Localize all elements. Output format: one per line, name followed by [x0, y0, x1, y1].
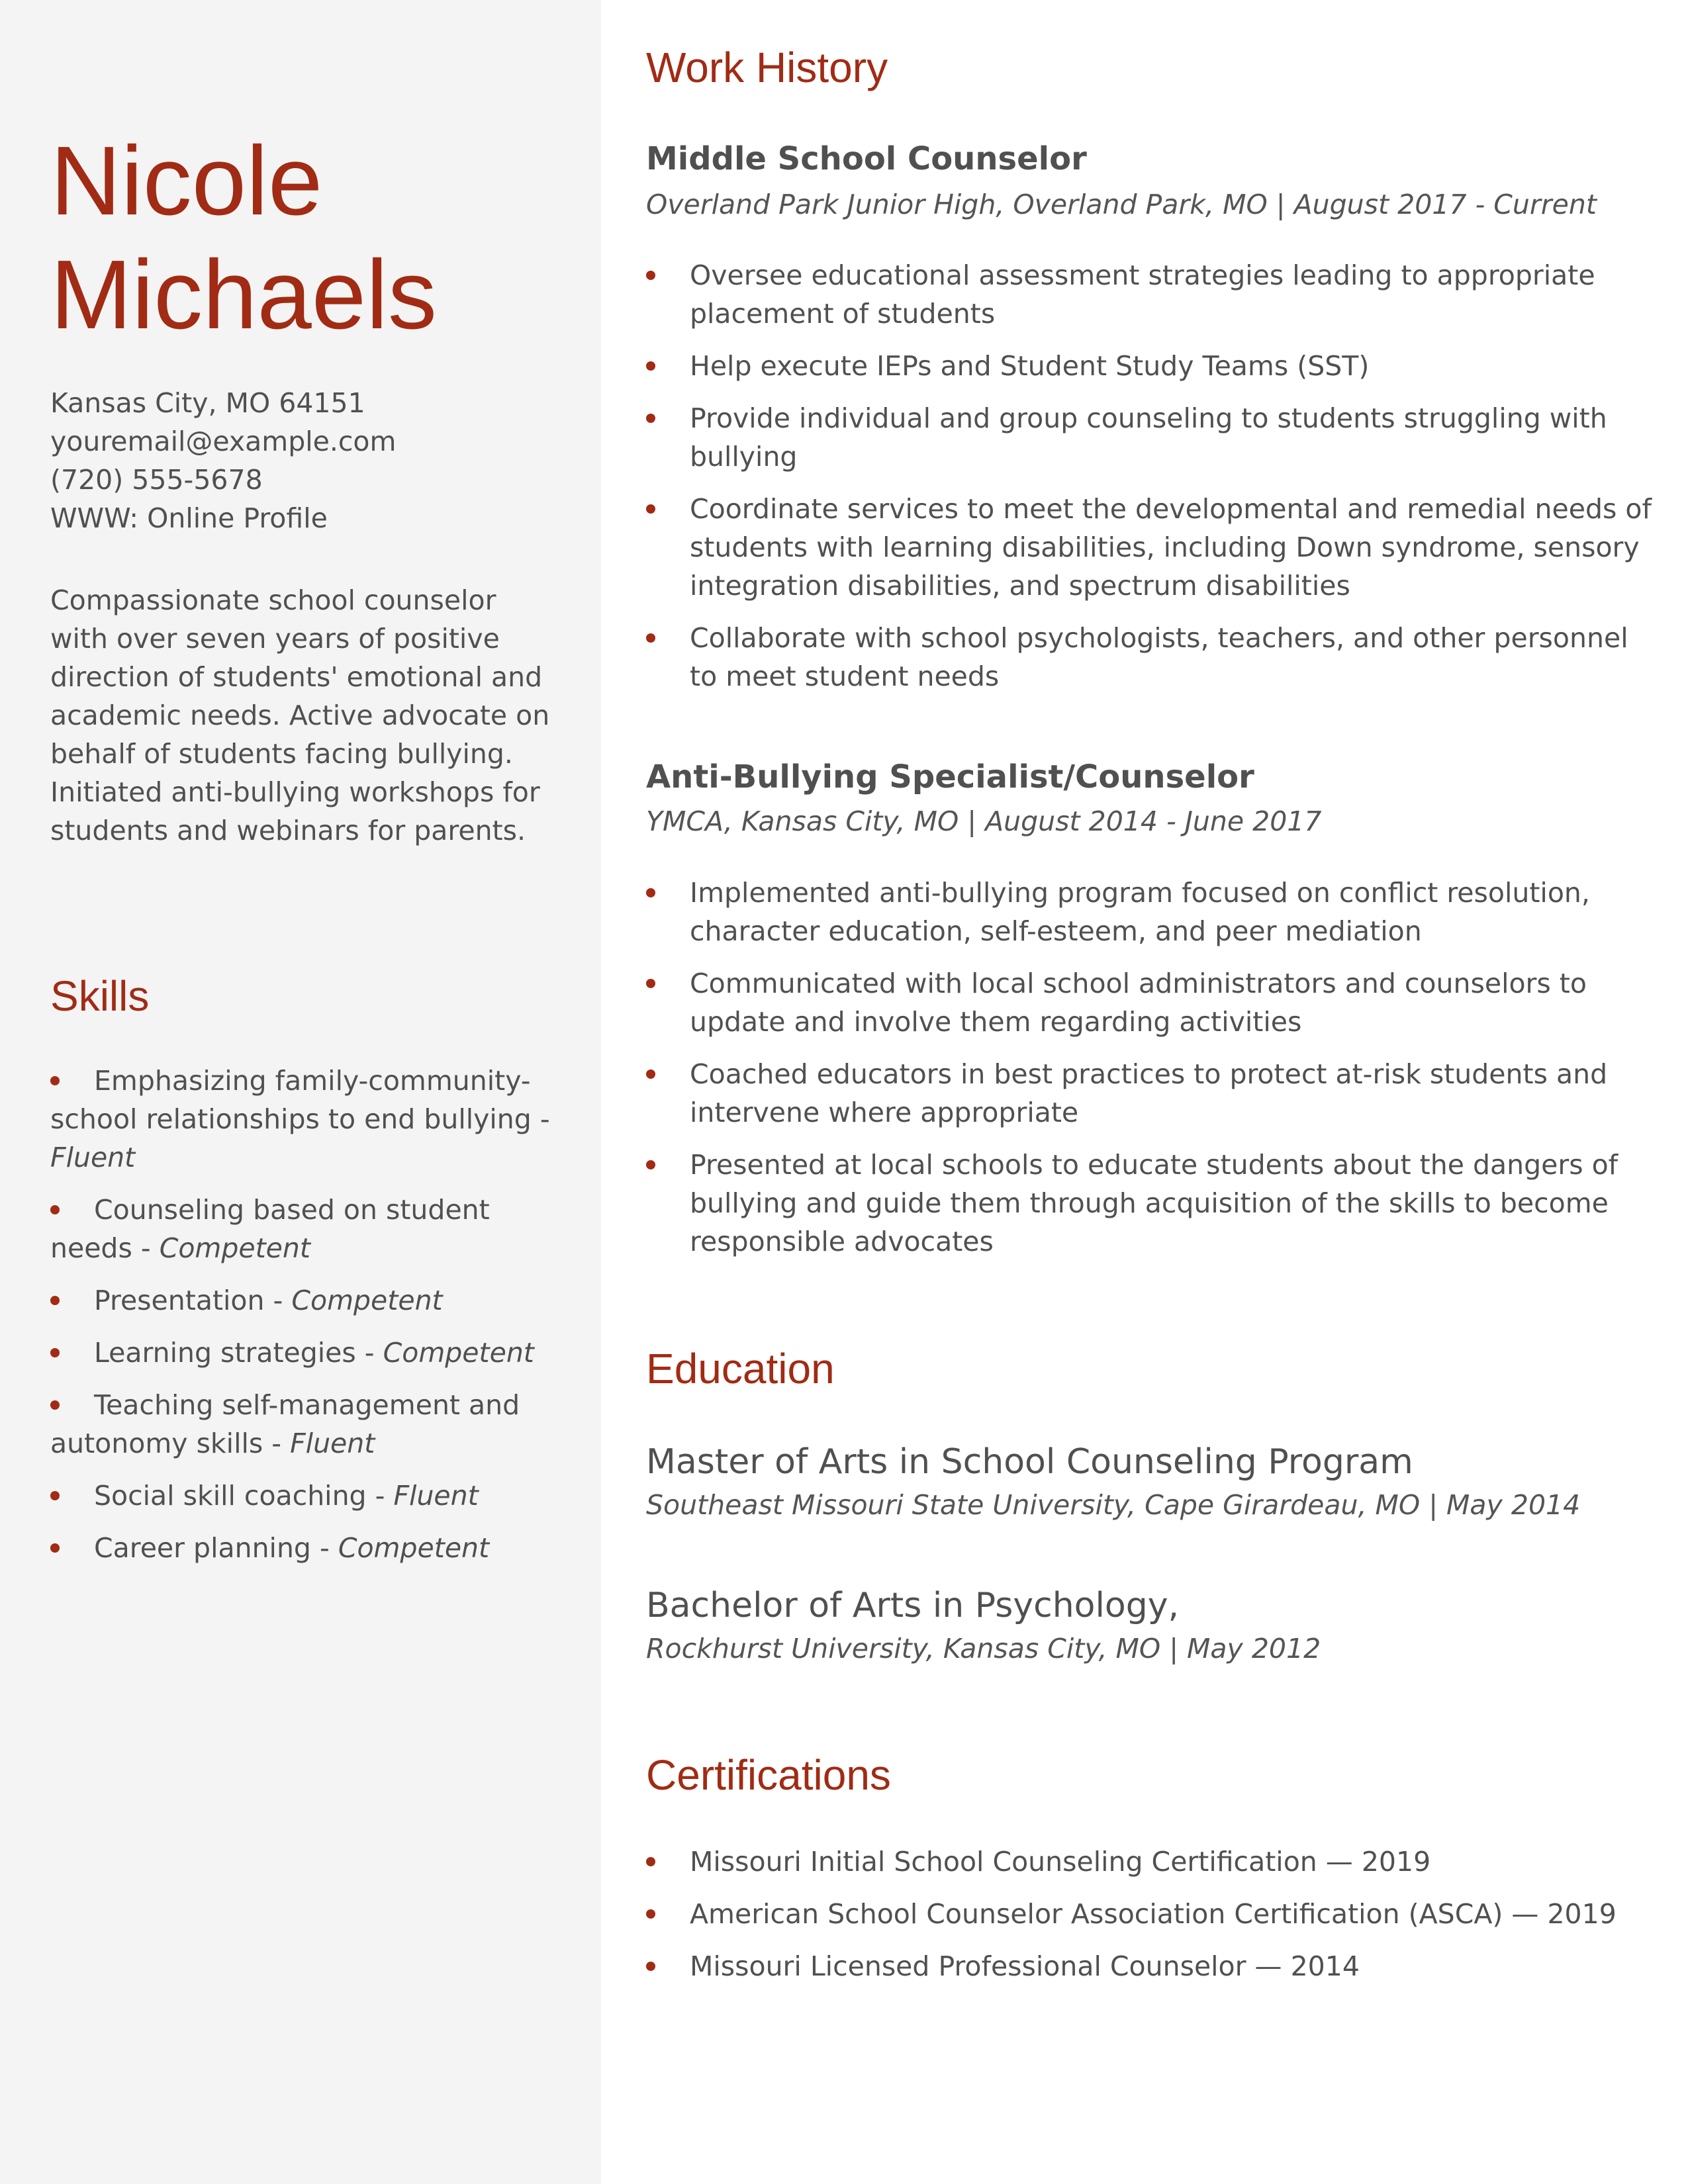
- work-history-heading: Work History: [646, 44, 888, 91]
- skill-item: [50, 1191, 560, 1267]
- sidebar: [0, 0, 601, 2184]
- website-link[interactable]: WWW: Online Profile: [50, 502, 328, 534]
- candidate-name: [50, 124, 437, 352]
- skill-separator: -: [355, 1337, 383, 1369]
- skill-level: Competent: [338, 1532, 490, 1564]
- job-bullet: Implemented anti-bullying program focused on conflict resolution, character education, self-esteem, and peer mediation: [646, 874, 1652, 950]
- skill-item: [50, 1529, 560, 1567]
- skill-name: Social skill coaching: [94, 1480, 367, 1512]
- skill-name: Teaching self-management and autonomy skills: [50, 1389, 520, 1459]
- skill-separator: -: [132, 1232, 160, 1264]
- job-bullet: Help execute IEPs and Student Study Teams (SST): [646, 347, 1652, 385]
- job-bullet: Oversee educational assessment strategies leading to appropriate placement of students: [646, 256, 1652, 333]
- job-bullet: Communicated with local school administrators and counselors to update and involve them regarding activities: [646, 964, 1652, 1041]
- job-bullet: Coached educators in best practices to protect at-risk students and intervene where appropriate: [646, 1055, 1652, 1132]
- degree-title: Bachelor of Arts in Psychology,: [646, 1586, 1180, 1625]
- skill-item: [50, 1477, 560, 1515]
- job-bullet: Coordinate services to meet the developmental and remedial needs of students with learning disabilities, including Down syndrome, sensory integration disabilities, and spectrum disabilities: [646, 490, 1652, 605]
- skill-name: Career planning: [94, 1532, 311, 1564]
- skills-list: [50, 1062, 560, 1581]
- professional-summary: Compassionate school counselor with over seven years of positive direction of students' emotional and academic needs. Active advocate on behalf of students facing bullying. Initiated anti-bullying workshops for students and webinars for parents.: [50, 584, 550, 846]
- skill-name: Learning strategies: [94, 1337, 356, 1369]
- skill-level: Competent: [291, 1285, 443, 1316]
- certification-item: American School Counselor Association Certification (ASCA) — 2019: [646, 1895, 1652, 1933]
- phone: (720) 555-5678: [50, 464, 263, 496]
- skill-separator: -: [263, 1428, 291, 1459]
- job-meta: YMCA, Kansas City, MO | August 2014 - June 2017: [646, 805, 1322, 837]
- certification-item: Missouri Licensed Professional Counselor — 2014: [646, 1947, 1652, 1985]
- last-name: Michaels: [50, 240, 437, 349]
- job-title: Middle School Counselor: [646, 140, 1087, 177]
- skill-item: [50, 1281, 560, 1320]
- first-name: Nicole: [50, 126, 323, 236]
- skills-heading: Skills: [50, 972, 150, 1020]
- skill-item: [50, 1062, 560, 1177]
- skill-name: Emphasizing family-community-school relationships to end bullying: [50, 1065, 532, 1135]
- skill-level: Fluent: [393, 1480, 479, 1512]
- job-bullets: [646, 874, 1652, 1275]
- certifications-heading: Certifications: [646, 1751, 891, 1799]
- contact-info: [50, 384, 567, 537]
- certification-item: Missouri Initial School Counseling Certification — 2019: [646, 1843, 1652, 1881]
- degree-title: Master of Arts in School Counseling Program: [646, 1442, 1413, 1482]
- job-bullet: Presented at local schools to educate students about the dangers of bullying and guide them through acquisition of the skills to become responsible advocates: [646, 1146, 1652, 1261]
- skill-separator: -: [310, 1532, 338, 1564]
- skill-name: Presentation: [94, 1285, 265, 1316]
- skill-level: Competent: [159, 1232, 310, 1264]
- skill-level: Competent: [383, 1337, 534, 1369]
- job-bullet: Collaborate with school psychologists, teachers, and other personnel to meet student needs: [646, 619, 1652, 696]
- job-bullet: Provide individual and group counseling to students struggling with bullying: [646, 399, 1652, 476]
- skill-separator: -: [366, 1480, 394, 1512]
- skill-level: Fluent: [50, 1142, 136, 1173]
- skill-level: Fluent: [290, 1428, 375, 1459]
- skill-item: [50, 1334, 560, 1372]
- certifications-list: [646, 1843, 1652, 1999]
- skill-name: Counseling based on student needs: [50, 1194, 490, 1264]
- education-heading: Education: [646, 1345, 835, 1392]
- skill-separator: -: [531, 1103, 550, 1135]
- skill-separator: -: [264, 1285, 292, 1316]
- job-bullets: [646, 256, 1652, 709]
- address: Kansas City, MO 64151: [50, 387, 365, 419]
- email: youremail@example.com: [50, 426, 397, 457]
- skill-item: [50, 1386, 560, 1463]
- job-meta: Overland Park Junior High, Overland Park, MO | August 2017 - Current: [646, 189, 1597, 220]
- degree-meta: Southeast Missouri State University, Cape Girardeau, MO | May 2014: [646, 1489, 1581, 1521]
- degree-meta: Rockhurst University, Kansas City, MO | May 2012: [646, 1633, 1321, 1664]
- job-title: Anti-Bullying Specialist/Counselor: [646, 758, 1254, 796]
